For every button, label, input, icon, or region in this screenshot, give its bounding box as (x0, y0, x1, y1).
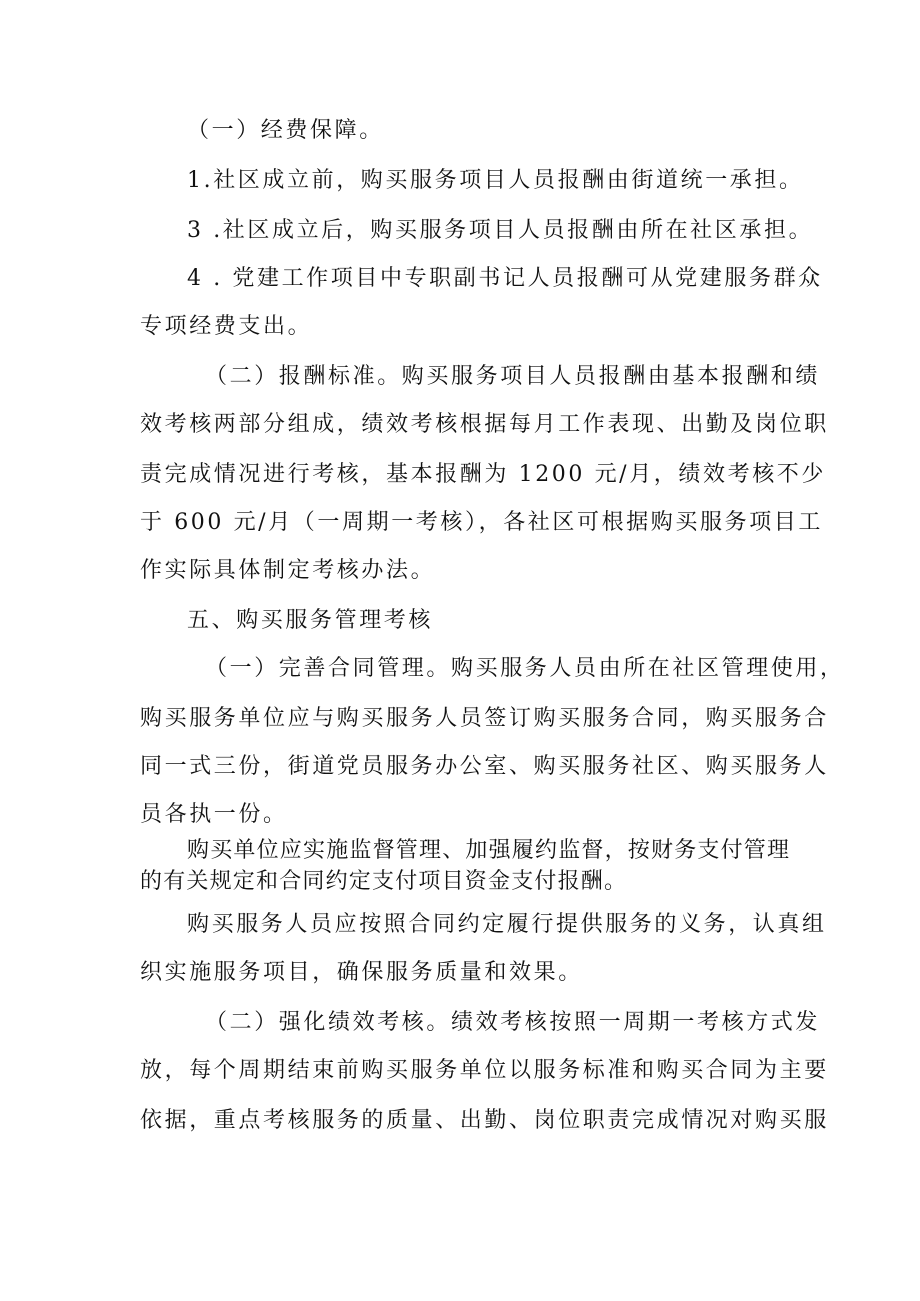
paragraph-line: 购买服务单位应与购买服务人员签订购买服务合同，购买服务合 (140, 706, 829, 731)
paragraph-line: 购买服务人员应按照合同约定履行提供服务的义务，认真组 (187, 912, 827, 937)
paragraph-line: 3 .社区成立后，购买服务项目人员报酬由所在社区承担。 (187, 218, 814, 243)
paragraph-line: 员各执一份。 (140, 802, 288, 827)
paragraph-line: 同一式三份，街道党员服务办公室、购买服务社区、购买服务人 (140, 754, 829, 779)
paragraph-line: 购买单位应实施监督管理、加强履约监督，按财务支付管理 (187, 838, 791, 863)
paragraph-line: 作实际具体制定考核办法。 (140, 558, 436, 583)
section-heading-performance: （二）强化绩效考核。绩效考核按照一周期一考核方式发 (205, 1010, 821, 1035)
paragraph-line: 织实施服务项目，确保服务质量和效果。 (140, 960, 583, 985)
paragraph-line: 放，每个周期结束前购买服务单位以服务标准和购买合同为主要 (140, 1058, 829, 1083)
paragraph-line: 专项经费支出。 (140, 314, 313, 339)
paragraph-line: 4 . 党建工作项目中专职副书记人员报酬可从党建服务群众 (187, 266, 823, 291)
section-heading-contract: （一）完善合同管理。购买服务人员由所在社区管理使用， (205, 656, 845, 681)
paragraph-line: 1.社区成立前，购买服务项目人员报酬由街道统一承担。 (187, 168, 804, 193)
paragraph-line: 于 600 元/月（一周期一考核），各社区可根据购买服务项目工 (140, 510, 823, 535)
paragraph-line: 依据，重点考核服务的质量、出勤、岗位职责完成情况对购买服 (140, 1108, 829, 1133)
paragraph-line: 效考核两部分组成，绩效考核根据每月工作表现、出勤及岗位职 (140, 412, 829, 437)
section-heading-pay-standard: （二）报酬标准。购买服务项目人员报酬由基本报酬和绩 (205, 364, 821, 389)
paragraph-line: 的有关规定和合同约定支付项目资金支付报酬。 (140, 869, 628, 894)
section-heading-funding: （一）经费保障。 (187, 118, 384, 143)
paragraph-line: 责完成情况进行考核，基本报酬为 1200 元/月，绩效考核不少 (140, 462, 826, 487)
chapter-heading: 五、购买服务管理考核 (187, 608, 434, 633)
